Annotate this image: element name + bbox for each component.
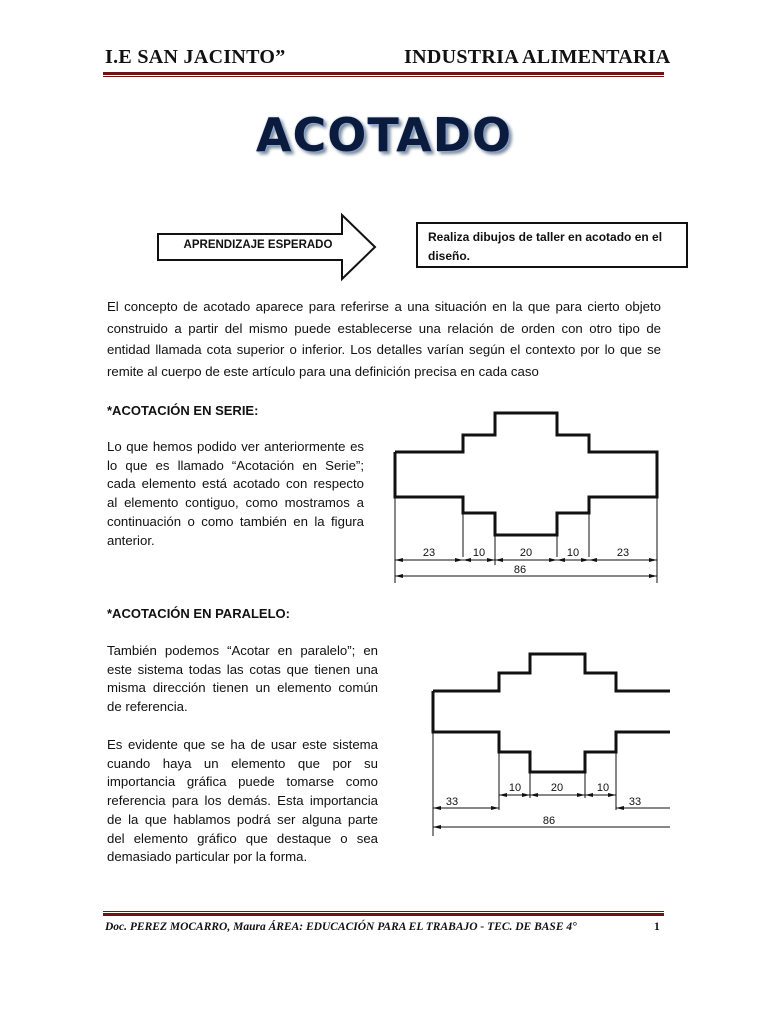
header-rule-thin	[103, 76, 664, 77]
paralelo-dim-3: 20	[550, 782, 564, 794]
footer-credit: Doc. PEREZ MOCARRO, Maura ÁREA: EDUCACIÓN PARA EL TRABAJO - TEC. DE BASE 4°	[105, 921, 577, 933]
objective-box	[416, 222, 688, 268]
serie-dim-4: 10	[566, 547, 580, 559]
header-rule	[103, 72, 664, 75]
serie-heading: *ACOTACIÓN EN SERIE:	[107, 403, 259, 418]
serie-dimension-drawing	[385, 405, 670, 585]
serie-paragraph: Lo que hemos podido ver anteriormente es lo que es llamado “Acotación en Serie”; cada elemento está acotado con respecto al elemento contiguo, como mostramos a continuación o como también en la figura anterior.	[107, 439, 364, 548]
paralelo-dim-2: 10	[508, 782, 522, 794]
paralelo-part-outline	[433, 654, 670, 772]
paralelo-dimension-drawing	[425, 648, 670, 838]
paralelo-dim-5: 33	[628, 796, 642, 808]
serie-dim-2: 10	[472, 547, 486, 559]
serie-part-outline	[395, 413, 657, 535]
paralelo-dim-1: 33	[445, 796, 459, 808]
footer-rule-thin	[103, 911, 664, 912]
page-title: ACOTADO	[255, 108, 513, 162]
objective-label: APRENDIZAJE ESPERADO	[183, 239, 333, 251]
paralelo-paragraph-2: Es evidente que se ha de usar este sistema cuando haya un elemento que por su importancia gráfica puede tomarse como referencia para los demás. Esta importancia de la que hablamos podrá ser alguna parte del elemento gráfico que destaque o sea demasiado particular por la forma.	[107, 737, 378, 865]
subject-name: INDUSTRIA ALIMENTARIA	[404, 46, 671, 68]
paralelo-paragraph-1: También podemos “Acotar en paralelo”; en este sistema todas las cotas que tienen una misma dirección tienen un elemento común de referencia.	[107, 643, 378, 715]
serie-dim-3: 20	[519, 547, 533, 559]
objective-text: Realiza dibujos de taller en acotado en el diseño.	[428, 230, 663, 263]
serie-dim-5: 23	[616, 547, 630, 559]
page-number: 1	[654, 921, 660, 933]
serie-dim-total: 86	[513, 564, 527, 576]
paralelo-dim-total: 86	[542, 815, 556, 827]
intro-paragraph: El concepto de acotado aparece para referirse a una situación en la que para cierto objeto construido a partir del mismo puede establecerse una relación de orden con otro tipo de entidad llamada cota superior o inferior. Los detalles varían según el contexto por lo que se remite al cuerpo de este artículo para una definición precisa en cada caso	[107, 299, 661, 379]
paralelo-dim-4: 10	[596, 782, 610, 794]
paralelo-heading: *ACOTACIÓN EN PARALELO:	[107, 606, 290, 621]
serie-dim-1: 23	[422, 547, 436, 559]
school-name: I.E SAN JACINTO”	[105, 46, 286, 68]
footer-rule	[103, 913, 664, 916]
